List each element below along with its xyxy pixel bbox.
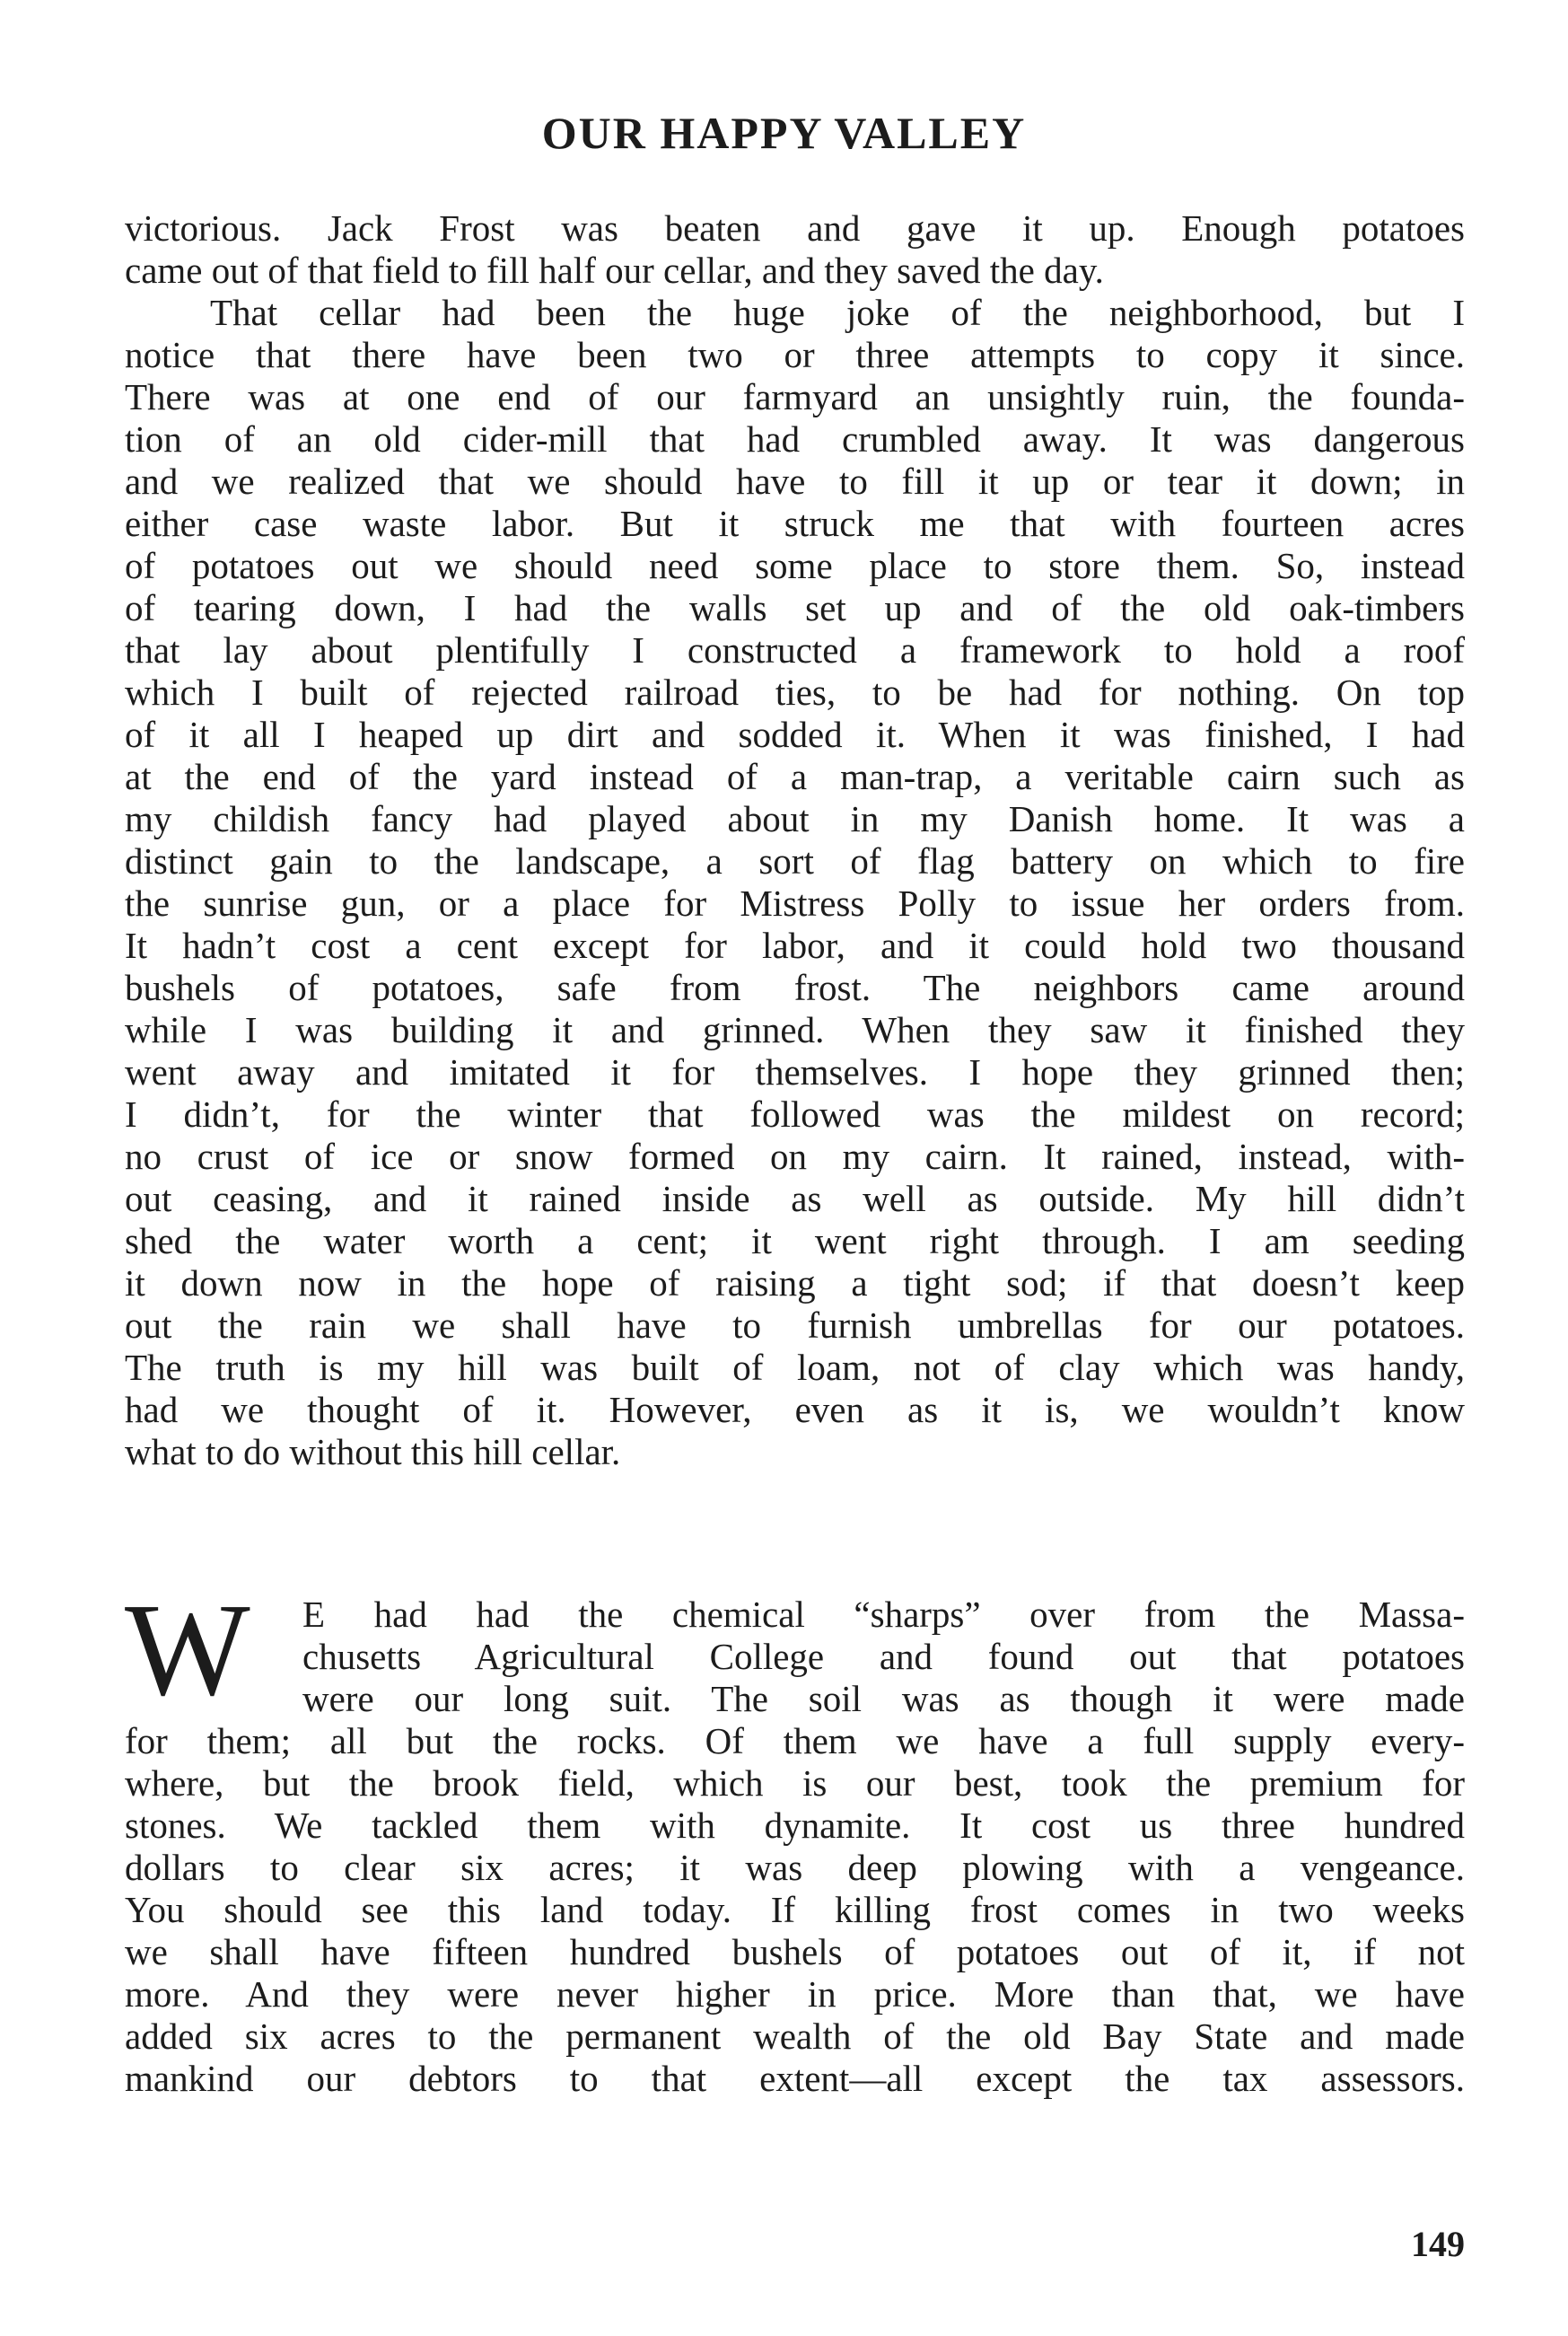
text-line: That cellar had been the huge joke of the neighborhood, but I [210,292,1465,333]
text-line: dollars to clear six acres; it was deep plowing with a vengeance. [125,1847,1465,1888]
text-line: that lay about plentifully I constructed a framework to hold a roof [125,629,1465,671]
text-line: tion of an old cider-mill that had crumbled away. It was dangerous [125,418,1465,460]
body-text-lower [125,1594,1465,2100]
text-line: and we realized that we should have to fill it up or tear it down; in [125,461,1465,502]
text-line: out ceasing, and it rained inside as well as outside. My hill didn’t [125,1178,1465,1219]
text-line: There was at one end of our farmyard an unsightly ruin, the founda- [125,376,1465,417]
running-title: OUR HAPPY VALLEY [541,108,1027,158]
text-line: mankind our debtors to that extent—all except the tax assessors. [125,2058,1465,2099]
text-line: while I was building it and grinned. When they saw it finished they [125,1009,1465,1050]
text-line: The truth is my hill was built of loam, not of clay which was handy, [125,1347,1465,1388]
text-line: for them; all but the rocks. Of them we have a full supply every- [125,1720,1465,1761]
text-line: went away and imitated it for themselves. I hope they grinned then; [125,1051,1465,1093]
text-line: either case waste labor. But it struck me that with fourteen acres [125,503,1465,544]
text-line: notice that there have been two or three attempts to copy it since. [125,334,1465,375]
text-line: distinct gain to the landscape, a sort of flag battery on which to fire [125,840,1465,882]
text-line: stones. We tackled them with dynamite. It cost us three hundred [125,1805,1465,1846]
text-line: bushels of potatoes, safe from frost. The neighbors came around [125,967,1465,1008]
text-line: chusetts Agricultural College and found out that potatoes [302,1636,1465,1677]
text-line: no crust of ice or snow formed on my cairn. It rained, instead, with- [125,1136,1465,1177]
text-line: You should see this land today. If killing frost comes in two weeks [125,1889,1465,1930]
text-line: victorious. Jack Frost was beaten and gave it up. Enough potatoes [125,207,1465,249]
text-line: where, but the brook field, which is our best, took the premium for [125,1762,1465,1804]
text-line: the sunrise gun, or a place for Mistress Polly to issue her orders from. [125,883,1465,924]
body-text-upper [125,207,1465,1473]
text-line: added six acres to the permanent wealth of the old Bay State and made [125,2015,1465,2057]
drop-cap-letter: W [125,1576,250,1724]
text-line: more. And they were never higher in price. More than that, we have [125,1973,1465,2015]
text-line: of potatoes out we should need some place to store them. So, instead [125,545,1465,586]
text-line: of tearing down, I had the walls set up and of the old oak-timbers [125,587,1465,628]
text-line: E had had the chemical “sharps” over from the Massa- [302,1594,1465,1635]
text-line: of it all I heaped up dirt and sodded it. When it was finished, I had [125,714,1465,755]
page-number: 149 [1411,2224,1465,2264]
text-line: were our long suit. The soil was as though it were made [302,1678,1465,1719]
text-line: I didn’t, for the winter that followed was the mildest on record; [125,1093,1465,1135]
text-line: which I built of rejected railroad ties, to be had for nothing. On top [125,672,1465,713]
text-line: out the rain we shall have to furnish umbrellas for our potatoes. [125,1304,1465,1346]
text-line: at the end of the yard instead of a man-trap, a veritable cairn such as [125,756,1465,797]
text-line: came out of that field to fill half our cellar, and they saved the day. [125,250,1104,291]
text-line: had we thought of it. However, even as it is, we wouldn’t know [125,1389,1465,1430]
text-line: shed the water worth a cent; it went right through. I am seeding [125,1220,1465,1261]
text-line: it down now in the hope of raising a tight sod; if that doesn’t keep [125,1262,1465,1304]
text-line: It hadn’t cost a cent except for labor, and it could hold two thousand [125,925,1465,966]
text-line: my childish fancy had played about in my Danish home. It was a [125,798,1465,839]
text-line: what to do without this hill cellar. [125,1431,621,1472]
text-line: we shall have fifteen hundred bushels of potatoes out of it, if not [125,1931,1465,1972]
